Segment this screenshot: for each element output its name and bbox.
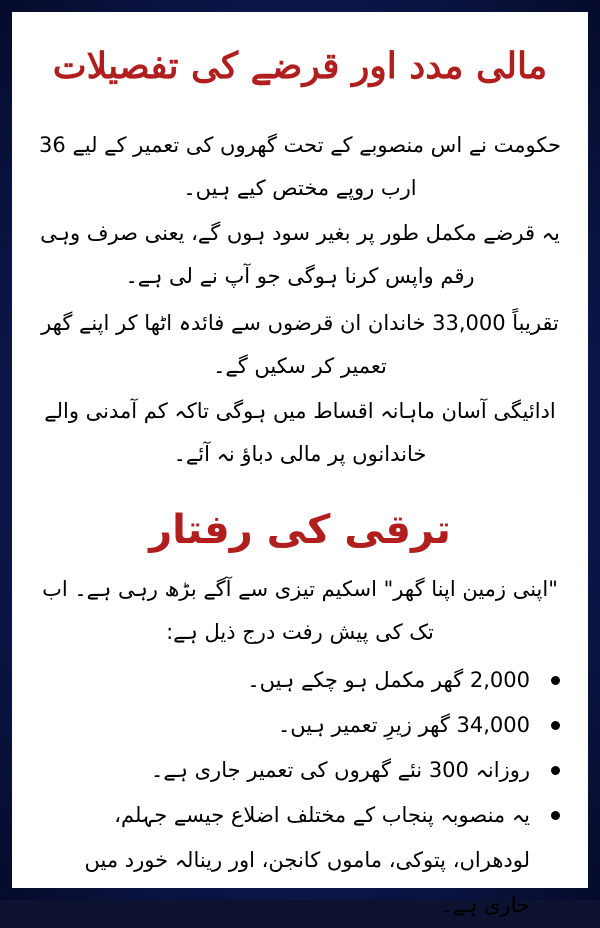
paragraph-budget: حکومت نے اس منصوبے کے تحت گھروں کی تعمیر کے لیے 36 ارب روپے مختص کیے ہیں۔	[39, 133, 561, 200]
paragraph-installments: ادائیگی آسان ماہانہ اقساط میں ہوگی تاکہ کم آمدنی والے خاندانوں پر مالی دباؤ نہ آئے۔	[44, 399, 556, 466]
page-title: مالی مدد اور قرضے کی تفصیلات	[52, 45, 548, 87]
bullet-icon	[551, 811, 560, 820]
list-item	[36, 703, 566, 748]
bullet-icon	[551, 676, 560, 685]
list-item-text: 34,000 گھر زیرِ تعمیر ہیں۔	[278, 713, 530, 737]
paragraph-families: تقریباً 33,000 خاندان ان قرضوں سے فائدہ اٹھا کر اپنے گھر تعمیر کر سکیں گے۔	[41, 311, 559, 378]
list-item-text: یہ منصوبہ پنجاب کے مختلف اضلاع جیسے جہلم، لودھراں، پتوکی، ماموں کانجن، اور رینالہ خورد میں جاری ہے۔	[84, 803, 530, 917]
paragraph-interest-free: یہ قرضے مکمل طور پر بغیر سود ہوں گے، یعنی صرف وہی رقم واپس کرنا ہوگی جو آپ نے لی ہے۔	[40, 221, 560, 288]
list-item	[36, 793, 566, 928]
section-title-progress: ترقی کی رفتار	[149, 507, 451, 553]
progress-list	[36, 658, 566, 928]
bullet-icon	[551, 721, 560, 730]
list-item	[36, 748, 566, 793]
progress-intro: "اپنی زمین اپنا گھر" اسکیم تیزی سے آگے بڑھ رہی ہے۔ اب تک کی پیش رفت درج ذیل ہے:	[42, 577, 558, 644]
list-item-text: روزانہ 300 نئے گھروں کی تعمیر جاری ہے۔	[151, 758, 530, 782]
list-item-text: 2,000 گھر مکمل ہو چکے ہیں۔	[247, 668, 530, 692]
bullet-icon	[551, 766, 560, 775]
document-page	[12, 12, 588, 917]
list-item	[36, 658, 566, 703]
